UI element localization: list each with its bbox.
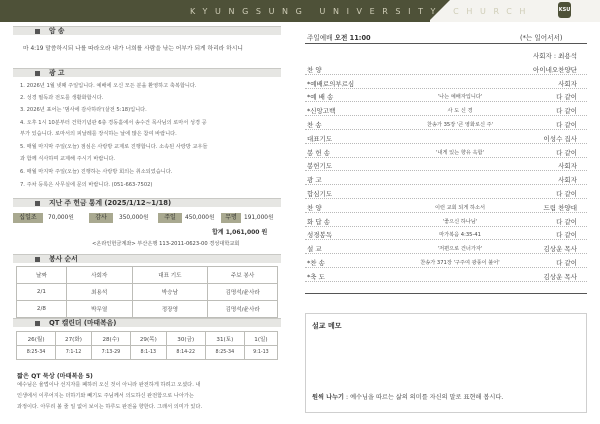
online-account: <온라인헌금계좌> 부산은행 113-2011-0623-00 경성대학교회 — [92, 241, 240, 247]
order-item-leader: 사회자 — [558, 162, 577, 171]
order-item-leader: 다 같이 — [556, 107, 577, 116]
qt-passage: 7:1-12 — [56, 346, 92, 360]
order-item-content: 이런 교회 되게 하소서 — [434, 204, 486, 211]
qt-passage: 8:1-13 — [130, 346, 166, 360]
bullet-square-icon — [35, 257, 40, 262]
qt-day: 31(토) — [205, 332, 244, 346]
offering-label: 주일 — [158, 213, 182, 223]
offering-row — [13, 213, 281, 223]
notice-line: 6. 매월 마지막 주일(오늘) 진행하는 사랑방 회의는 취소되었습니다. — [20, 169, 173, 175]
table-cell: 정장영 — [132, 301, 208, 318]
section-title: QT 캘린더 (마태복음) — [49, 319, 117, 327]
notice-line: 3. 2026년 표어는 '범사에 감사하라'(살전 5:18)입니다. — [20, 107, 147, 113]
notice-line: 7. 주차 등록은 사무실에 문의 바랍니다. (051-663-7502) — [20, 182, 153, 188]
offering-amount: 70,000원 — [48, 215, 74, 221]
order-item-label: *예배로의부르심 — [307, 79, 355, 88]
church-title: KYUNGSUNG UNIVERSITY CHURCH — [190, 7, 534, 16]
qt-passage: 8:25-34 — [205, 346, 244, 360]
row-divider — [305, 184, 587, 185]
service-title — [307, 32, 371, 42]
qt-calendar-table — [16, 331, 278, 360]
memo-title: 설교 메모 — [312, 322, 342, 330]
order-item-leader: 다 같이 — [556, 93, 577, 102]
table-row — [17, 284, 278, 301]
service-name: 주일예배 — [307, 34, 333, 42]
qt-passage: 7:13-29 — [91, 346, 130, 360]
qt-passage-row — [17, 346, 278, 360]
section-title: 암 송 — [49, 27, 65, 35]
qt-day: 1(일) — [244, 332, 277, 346]
section-title: 봉사 순서 — [49, 255, 78, 263]
order-item-label: 찬 양 — [307, 203, 322, 212]
table-cell: 김명석/윤사라 — [208, 284, 278, 301]
order-item-content: 마가복음 4:35-41 — [439, 232, 481, 239]
order-item-label: 광 고 — [307, 176, 322, 185]
qt-day: 28(수) — [91, 332, 130, 346]
table-header: 주보 봉사 — [208, 267, 278, 284]
offering-total — [212, 227, 267, 236]
memo-apply-label: 원씩 나누기 — [312, 394, 345, 401]
order-item-label: 설 교 — [307, 245, 322, 254]
table-cell: 최용석 — [66, 284, 132, 301]
offering-label: 십일조 — [13, 213, 43, 223]
row-divider — [305, 281, 587, 282]
bullet-square-icon — [35, 29, 40, 34]
qt-passage: 8:14-22 — [166, 346, 205, 360]
offering-total-label: 합계 — [212, 229, 224, 236]
order-item-label: 봉헌기도 — [307, 162, 333, 171]
table-cell: 2/8 — [17, 301, 67, 318]
notice-line: 과 함께 식사하며 교제해 주시기 바랍니다. — [20, 156, 116, 162]
offering-label: 무명 — [221, 213, 241, 223]
order-item-leader: 김상운 목사 — [543, 245, 577, 254]
notice-line: 5. 매월 마지막 주일(오늘) 점심은 사랑방 교제로 진행합니다. 소속된 사랑방 교우들 — [20, 144, 208, 150]
order-item-content: 찬송가 35장 '큰 영화로신 주' — [426, 122, 494, 128]
qt-passage: 8:25-34 — [17, 346, 56, 360]
bullet-square-icon — [35, 321, 40, 326]
table-header-row — [17, 267, 278, 284]
section-verse-header — [13, 26, 281, 35]
notice-line: 1. 2026년 1월 넷째 주일입니다. 예배에 오신 모든 분을 환영하고 축복합니다. — [20, 83, 197, 89]
offering-amount: 350,000원 — [119, 215, 149, 221]
sermon-memo-box[interactable] — [305, 313, 587, 413]
order-item-leader: 사회자 — [558, 176, 577, 185]
table-header: 대표 기도 — [132, 267, 208, 284]
row-divider — [305, 157, 587, 158]
section-qt-header — [13, 318, 281, 327]
qt-note-title: 짧은 QT 묵상 (마태복음 5) — [17, 373, 93, 380]
qt-note-line: 예수님은 율법이나 선지자를 폐하러 오신 것이 아니라 완전하게 하려고 오셨다. 내 — [17, 382, 201, 388]
order-item-label: 대표기도 — [307, 134, 333, 143]
table-cell: 박승남 — [132, 284, 208, 301]
notice-line: 2. 성경 필독과 전도를 생활화합시다. — [20, 95, 104, 101]
table-cell: 2/1 — [17, 284, 67, 301]
section-offering-header — [13, 198, 281, 207]
memory-verse: 마 4:19 말씀하시되 나를 따라오라 내가 너희를 사람을 낚는 어부가 되게 하리라 하시니 — [23, 46, 243, 52]
order-item-label: 합심기도 — [307, 190, 333, 198]
order-item-leader: 다 같이 — [556, 190, 577, 198]
qt-note-line: 과정이다. 아무리 볼 줄 일 없어 보이는 하루도 완전을 향한다. 그래서 의미가 있다. — [17, 404, 203, 410]
section-title: 광 고 — [49, 69, 65, 77]
order-item-content: '내게 있는 향유 옥합' — [436, 149, 484, 156]
section-title: 지난 주 헌금 통계 (2025/1/12~1/18) — [49, 199, 172, 207]
qt-day: 29(목) — [130, 332, 166, 346]
order-item-label: *신앙고백 — [307, 107, 336, 116]
offering-label: 감사 — [89, 213, 113, 223]
order-item-content: '좋으신 하나님' — [442, 218, 478, 225]
order-item-leader: 다 같이 — [556, 148, 577, 157]
divider — [305, 293, 587, 294]
order-item-content: 사 도 신 경 — [447, 108, 473, 115]
order-item-label: 봉 헌 송 — [307, 148, 330, 157]
order-item-leader: 사회자 — [558, 79, 577, 88]
offering-amount: 450,000원 — [185, 215, 215, 221]
row-divider — [305, 239, 587, 240]
row-divider — [305, 88, 587, 89]
order-item-leader: 다 같이 — [556, 231, 577, 240]
qt-day-row — [17, 332, 278, 346]
row-divider — [305, 198, 587, 199]
order-item-label: *예 배 송 — [307, 93, 334, 102]
order-item-label: *축 도 — [307, 272, 325, 281]
order-item-leader: 다 같이 — [556, 121, 577, 129]
offering-amount: 191,000원 — [244, 215, 274, 221]
qt-day: 26(월) — [17, 332, 56, 346]
row-divider — [305, 74, 587, 75]
memo-apply — [312, 392, 503, 401]
row-divider — [305, 101, 587, 102]
memo-apply-text: : 예수님을 따르는 삶의 의미를 자신의 말로 표현해 봅시다. — [346, 394, 504, 401]
order-item-label: 성경봉독 — [307, 231, 333, 240]
divider — [305, 43, 587, 44]
order-item-leader: 다 같이 — [556, 217, 577, 226]
qt-day: 30(금) — [166, 332, 205, 346]
church-logo-icon: KSU — [558, 2, 571, 18]
row-divider — [305, 212, 587, 213]
row-divider — [305, 143, 587, 144]
qt-day: 27(화) — [56, 332, 92, 346]
service-table — [16, 266, 278, 318]
order-item-leader: 김상운 목사 — [543, 272, 577, 281]
table-row — [17, 301, 278, 318]
service-time: 오전 11:00 — [334, 34, 371, 42]
header-bar — [0, 0, 600, 22]
qt-passage: 9:1-13 — [244, 346, 277, 360]
bullet-square-icon — [35, 71, 40, 76]
row-divider — [305, 129, 587, 130]
table-header: 날짜 — [17, 267, 67, 284]
notice-line: 부가 있습니다. 로마서의 피날레를 장식하는 날에 많은 참여 바랍니다. — [20, 131, 177, 137]
notice-line: 4. 오후 1시 10분부터 건학기념관 6층 경동홀에서 송수건 목사님의 로마서 성경 공 — [20, 120, 207, 126]
order-item-leader: 이성수 집사 — [543, 134, 577, 143]
order-item-leader: 드림 찬양대 — [543, 203, 577, 212]
row-divider — [305, 267, 587, 268]
row-divider — [305, 170, 587, 171]
standing-note: (*는 일어서서) — [520, 34, 563, 42]
bullet-square-icon — [35, 201, 40, 206]
row-divider — [305, 226, 587, 227]
order-item-label: 화 답 송 — [307, 217, 330, 226]
order-item-content: '저편으로 건너가자' — [437, 246, 483, 253]
order-item-content: '나는 예배자입니다' — [437, 94, 483, 101]
table-header: 사회자 — [66, 267, 132, 284]
section-notices-header — [13, 68, 281, 77]
order-item-label: 찬 양 — [307, 65, 322, 74]
table-cell: 김명석/윤사라 — [208, 301, 278, 318]
offering-total-value: 1,061,000 원 — [225, 229, 268, 236]
order-item-leader: 아이네오찬양단 — [533, 65, 577, 74]
order-item-leader: 사회자 : 최용석 — [533, 52, 577, 60]
section-service-header — [13, 254, 281, 263]
table-cell: 박무열 — [66, 301, 132, 318]
row-divider — [305, 115, 587, 116]
row-divider — [305, 253, 587, 254]
qt-note-line: 인생에서 이루어지는 더하기와 빼기도 주님께서 의도하신 완전함으로 나아가는 — [17, 393, 194, 399]
order-item-label: 찬 송 — [307, 121, 322, 129]
order-item-leader: 다 같이 — [556, 259, 577, 267]
order-item-label: *찬 송 — [307, 259, 325, 267]
order-item-content: 찬송가 371장 '구주여 광풍이 불어' — [420, 260, 500, 266]
